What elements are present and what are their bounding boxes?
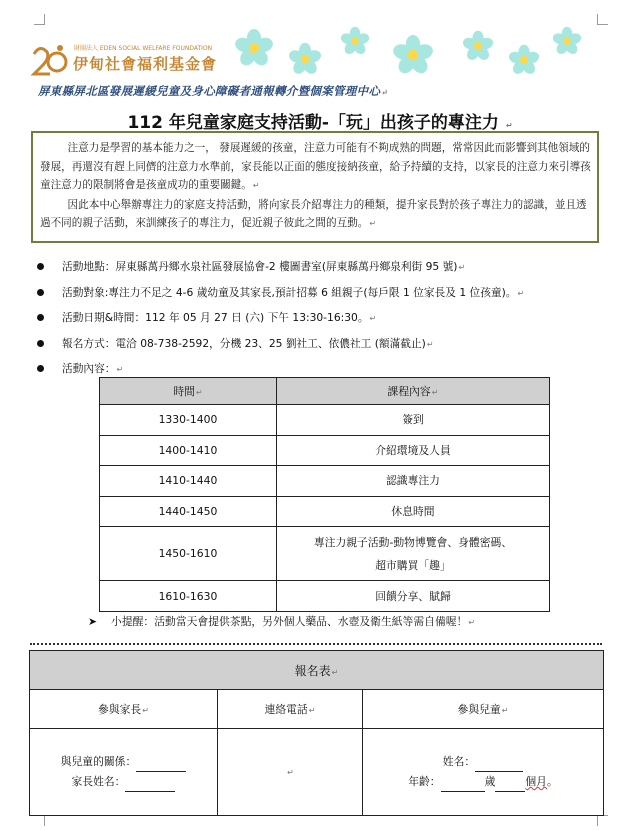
schedule-time: 1450-1610 (100, 527, 277, 581)
phone-cell[interactable]: ↵ (218, 729, 363, 816)
schedule-content: 休息時間 (277, 496, 550, 527)
bullet-icon (37, 314, 44, 321)
bullet-icon (37, 340, 44, 347)
age-years-blank[interactable] (441, 772, 485, 792)
schedule-time: 1610-1630 (100, 581, 277, 612)
schedule-row (100, 435, 550, 466)
arrow-bullet-icon: ➤ (88, 615, 98, 628)
detail-datetime: 活動日期&時間：112 年 05 月 27 日 (六) 下午 13:30-16:30。↵ (36, 309, 606, 335)
crop-mark-top-left (34, 14, 45, 25)
schedule-row (100, 527, 550, 581)
schedule-row (100, 496, 550, 527)
registration-form (29, 650, 604, 816)
crop-mark-top-right (597, 14, 608, 25)
schedule-row (100, 581, 550, 612)
eden-logo-icon (30, 40, 70, 80)
flower-icon (552, 26, 582, 56)
bullet-icon (37, 365, 44, 372)
schedule-header-time: 時間↵ (100, 378, 277, 405)
foundation-logo (30, 40, 220, 82)
schedule-header-content: 課程內容↵ (277, 378, 550, 405)
logo-subtext: 財團法人 EDEN SOCIAL WELFARE FOUNDATION (74, 45, 213, 52)
page-title: 112 年兒童家庭支持活動-「玩」出孩子的專注力 ↵ (127, 113, 513, 133)
intro-paragraph-2: 因此本中心舉辦專注力的家庭支持活動，將向家長介紹專注力的種類，提升家長對於孩子專注力的認識，並且透過不同的親子活動，來訓練孩子的專注力，促近親子彼此之間的互動。↵ (40, 198, 587, 229)
schedule-content: 回饋分享、賦歸 (277, 581, 550, 612)
detail-signup: 報名方式：電洽 08-738-2592，分機 23、25 劉社工、依儂社工 (額滿截止)↵ (36, 335, 606, 361)
schedule-time: 1440-1450 (100, 496, 277, 527)
flower-icon (340, 26, 370, 56)
flower-decoration (226, 24, 596, 80)
child-info-cell[interactable]: 姓名： 年齡： 歲 個月。 (363, 729, 604, 816)
schedule-table (99, 377, 550, 612)
schedule-content: 簽到 (277, 405, 550, 436)
age-months-blank[interactable] (495, 772, 525, 792)
crop-mark-bottom-left (34, 815, 45, 826)
detail-content: 活動內容：↵ (36, 360, 606, 386)
schedule-time: 1400-1410 (100, 435, 277, 466)
flower-icon (234, 28, 274, 68)
center-subtitle: 屏東縣屏北區發展遲緩兒童及身心障礙者通報轉介暨個案管理中心↵ (38, 84, 389, 98)
bullet-icon (37, 263, 44, 270)
col-phone: 連絡電話↵ (218, 690, 363, 729)
parent-info-cell[interactable]: 與兒童的關係： 家長姓名： (30, 729, 218, 816)
reminder-note: ➤ 小提醒：活動當天會提供茶點，另外個人藥品、水壺及衛生紙等需自備喔！↵ (88, 615, 476, 628)
bullet-icon (37, 289, 44, 296)
relation-blank[interactable] (136, 752, 186, 772)
detail-location: 活動地點：屏東縣萬丹鄉水泉社區發展協會-2 樓圖書室(屏東縣萬丹鄉泉利街 95 號)↵ (36, 258, 606, 284)
cut-line-divider (30, 643, 602, 645)
schedule-row (100, 405, 550, 436)
schedule-content: 認識專注力 (277, 466, 550, 497)
flower-icon (462, 30, 494, 62)
col-parent: 參與家長↵ (30, 690, 218, 729)
detail-target: 活動對象:專注力不足之 4-6 歲幼童及其家長,預計招募 6 組親子(每戶限 1 位家長及 1 位孩童)。↵ (36, 284, 606, 310)
schedule-row (100, 466, 550, 497)
parent-name-blank[interactable] (125, 772, 175, 792)
logo-name: 伊甸社會福利基金會 (73, 55, 218, 73)
flower-icon (288, 42, 322, 76)
registration-title: 報名表↵ (30, 651, 604, 690)
schedule-content: 介紹環境及人員 (277, 435, 550, 466)
flower-icon (392, 34, 434, 76)
crop-mark-bottom-right (597, 815, 608, 826)
intro-box (31, 131, 599, 243)
schedule-time: 1330-1400 (100, 405, 277, 436)
schedule-content: 專注力親子活動-動物博覽會、身體密碼、 超市購買「趣」 (277, 527, 550, 581)
activity-details (36, 258, 606, 386)
child-name-blank[interactable] (475, 752, 523, 772)
schedule-time: 1410-1440 (100, 466, 277, 497)
flower-icon (508, 44, 540, 76)
col-child: 參與兒童↵ (363, 690, 604, 729)
intro-paragraph-1: 注意力是學習的基本能力之一， 發展遲緩的孩童，注意力可能有不夠成熟的問題，常常因此而影響到其他領域的發展，再還沒有趕上同儕的注意力水準前，家長能以正面的態度接納孩童，給予持續的支持，以家長的注意力來引導孩童注意力的限制將會是孩童成功的重要關鍵。↵ (40, 142, 591, 191)
